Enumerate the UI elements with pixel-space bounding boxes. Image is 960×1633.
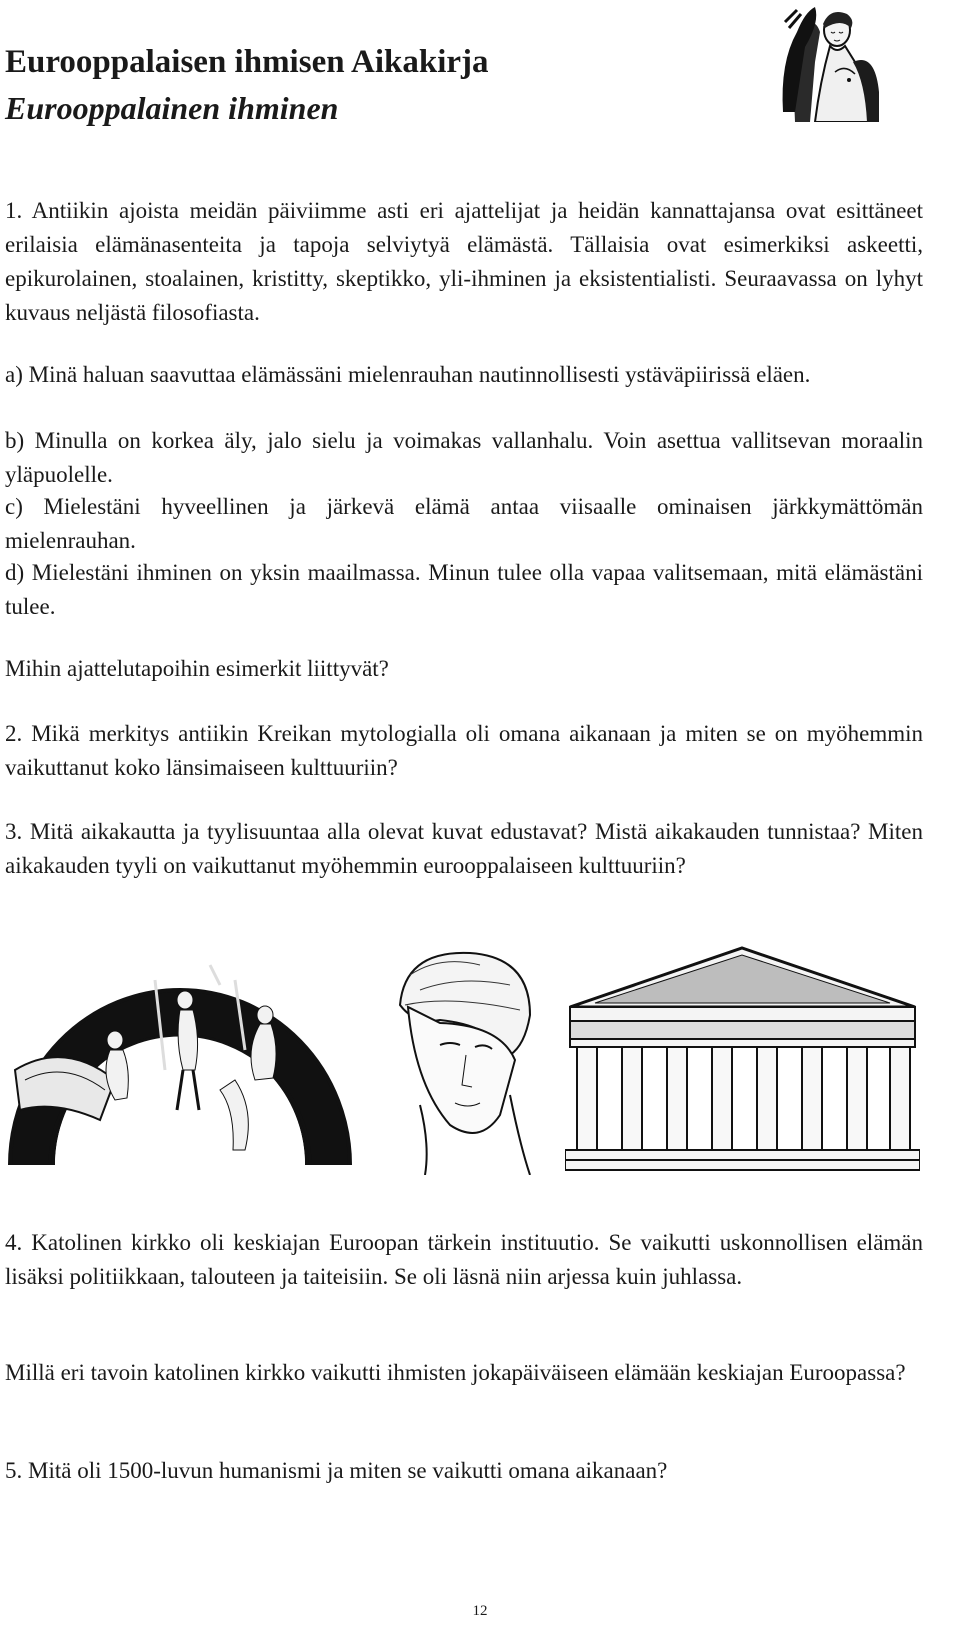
question-1-option-a: a) Minä haluan saavuttaa elämässäni mielenrauhan nautinnollisesti ystäväpiirissä eläen. xyxy=(5,362,811,387)
greek-vase-painting-image xyxy=(5,960,355,1170)
question-1-option-c: c) Mielestäni hyveellinen ja järkevä elämä antaa viisaalle ominaisen järkkymättömän mielenrauhan. xyxy=(5,494,923,553)
question-1-option-d: d) Mielestäni ihminen on yksin maailmassa. Minun tulee olla vapaa valitsemaan, mitä elämästäni tulee. xyxy=(5,560,923,619)
question-3: 3. Mitä aikakautta ja tyylisuuntaa alla olevat kuvat edustavat? Mistä aikakauden tunnistaa? Miten aikakauden tyyli on vaikuttanut myöhemmin eurooppalaiseen kulttuuriin? xyxy=(5,819,923,878)
greek-head-sculpture-image xyxy=(380,945,550,1175)
page-number: 12 xyxy=(472,1603,488,1619)
question-4-prompt: Millä eri tavoin katolinen kirkko vaikutti ihmisten jokapäiväiseen elämään keskiajan Euroopassa? xyxy=(5,1360,906,1385)
question-1-prompt: Mihin ajattelutapoihin esimerkit liittyvät? xyxy=(5,656,389,681)
question-1-intro: 1. Antiikin ajoista meidän päiviimme asti eri ajattelijat ja heidän kannattajansa ovat esittäneet erilaisia elämänasenteita ja tapoja selviytyä elämästä. Tällaisia ovat esimerkiksi askeetti, epikurolainen, stoalainen, kristitty, skeptikko, yli-ihminen ja eksistentialisti. Seuraavassa on lyhyt kuvaus neljästä filosofiasta. xyxy=(5,198,923,325)
page-subtitle: Eurooppalainen ihminen xyxy=(5,90,339,126)
question-5: 5. Mitä oli 1500-luvun humanismi ja miten se vaikutti omana aikanaan? xyxy=(5,1458,668,1483)
classical-statue-image xyxy=(775,2,885,122)
greek-temple-image xyxy=(565,945,920,1175)
question-1-option-b: b) Minulla on korkea äly, jalo sielu ja voimakas vallanhalu. Voin asettua vallitsevan moraalin yläpuolelle. xyxy=(5,428,923,487)
question-4: 4. Katolinen kirkko oli keskiajan Euroopan tärkein instituutio. Se vaikutti uskonnollisen elämän lisäksi politiikkaan, talouteen ja taiteisiin. Se oli läsnä niin arjessa kuin juhlassa. xyxy=(5,1230,923,1289)
page-title: Eurooppalaisen ihmisen Aikakirja xyxy=(5,44,489,80)
question-2: 2. Mikä merkitys antiikin Kreikan mytologialla oli omana aikanaan ja miten se on myöhemmin vaikuttanut koko länsimaiseen kulttuuriin? xyxy=(5,721,923,780)
